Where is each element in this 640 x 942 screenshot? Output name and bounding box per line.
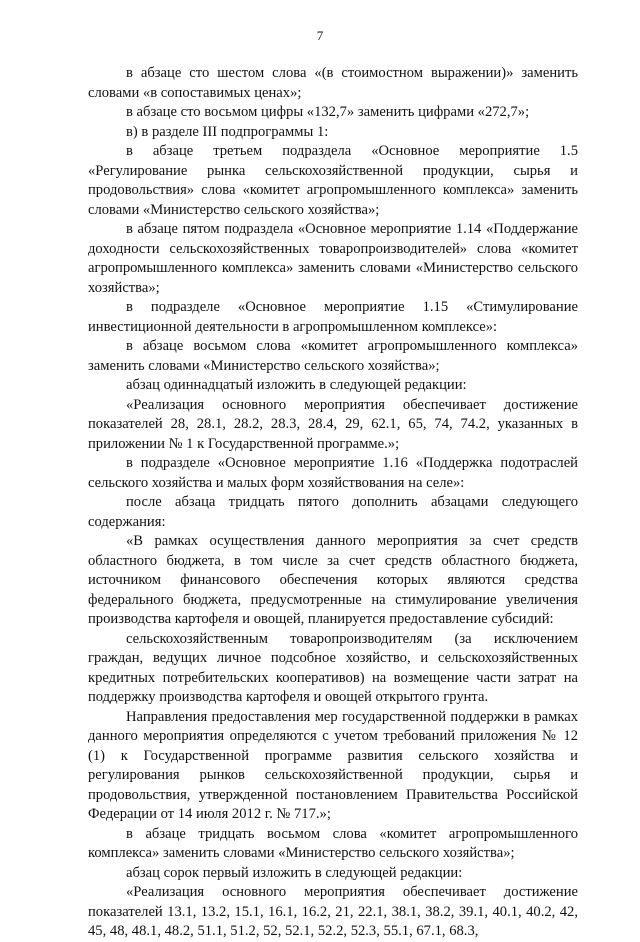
paragraph: сельскохозяйственным товаропроизводителям (за исключением граждан, ведущих личное подсобное хозяйство, и сельскохозяйственных кредитных потребительских кооперативов) на возмещение части затрат на поддержку производства картофеля и овощей открытого грунта. xyxy=(88,630,578,705)
paragraph: в абзаце третьем подраздела «Основное мероприятие 1.5 «Регулирование рынка сельскохозяйственной продукции, сырья и продовольствия» слова «комитет агропромышленного комплекса» заменить словами «Министерство сельского хозяйства»; xyxy=(88,143,578,218)
paragraph: в подразделе «Основное мероприятие 1.15 «Стимулирование инвестиционной деятельности в агропромышленном комплексе»: xyxy=(88,299,578,335)
paragraph: в) в разделе III подпрограммы 1: xyxy=(126,123,329,140)
paragraph: абзац одиннадцатый изложить в следующей редакции: xyxy=(126,377,467,393)
paragraph: в абзаце тридцать восьмом слова «комитет агропромышленного комплекса» заменить словами «Министерство сельского хозяйства»; xyxy=(88,825,578,861)
paragraph: абзац сорок первый изложить в следующей редакции: xyxy=(126,864,463,881)
paragraph: «В рамках осуществления данного мероприятия за счет средств областного бюджета, в том числе за счет средств областного бюджета, источником финансового обеспечения которых являются средства федерального бюджета, предусмотренные на стимулирование увеличения производства картофеля и овощей, планируется предоставление субсидий: xyxy=(88,533,578,627)
paragraph: в подразделе «Основное мероприятие 1.16 «Поддержка подотраслей сельского хозяйства и малых форм хозяйствования на селе»: xyxy=(88,455,578,491)
document-body xyxy=(88,64,578,942)
paragraph: «Реализация основного мероприятия обеспечивает достижение показателей 28, 28.1, 28.2, 28.3, 28.4, 29, 62.1, 65, 74, 74.2, указанных в приложении № 1 к Государственной программе.»; xyxy=(88,396,578,452)
paragraph: в абзаце восьмом слова «комитет агропромышленного комплекса» заменить словами «Министерство сельского хозяйства»; xyxy=(88,338,578,374)
paragraph: после абзаца тридцать пятого дополнить абзацами следующего содержания: xyxy=(88,494,578,530)
paragraph: Направления предоставления мер государственной поддержки в рамках данного мероприятия определяются с учетом требований приложения № 12 (1) к Государственной программе развития сельского хозяйства и регулирования рынков сельскохозяйственной продукции, сырья и продовольствия, утвержденной постановлением Правительства Российской Федерации от 14 июля 2012 г. № 717.»; xyxy=(88,708,578,822)
paragraph: в абзаце сто шестом слова «(в стоимостном выражении)» заменить словами «в сопоставимых ценах»; xyxy=(88,65,578,101)
page-number: 7 xyxy=(316,28,324,43)
paragraph: в абзаце сто восьмом цифры «132,7» заменить цифрами «272,7»; xyxy=(126,104,530,120)
paragraph: «Реализация основного мероприятия обеспечивает достижение показателей 13.1, 13.2, 15.1, 16.1, 16.2, 21, 22.1, 38.1, 38.2, 39.1, 40.1, 40.2, 42, 45, 48, 48.1, 48.2, 51.1, 51.2, 52, 52.1, 52.2, 52.3, 55.1, 67.1, 68.3, xyxy=(88,884,578,939)
paragraph: в абзаце пятом подраздела «Основное мероприятие 1.14 «Поддержание доходности сельскохозяйственных товаропроизводителей» слова «комитет агропромышленного комплекса» заменить словами «Министерство сельского хозяйства»; xyxy=(88,221,578,296)
